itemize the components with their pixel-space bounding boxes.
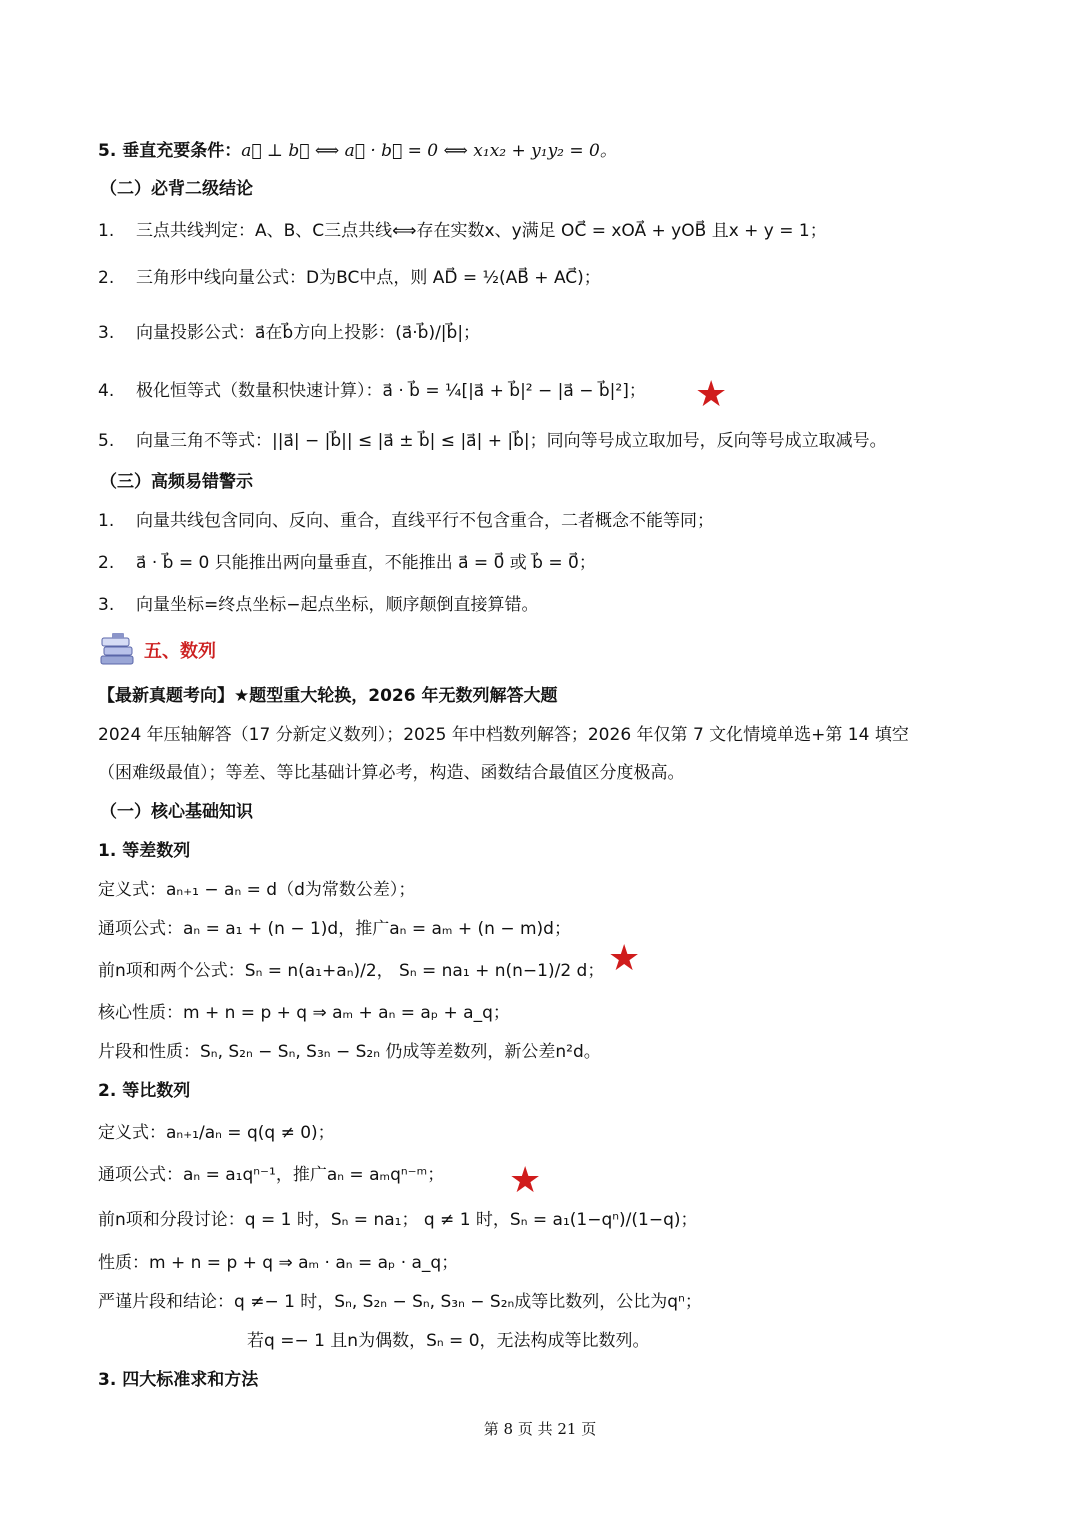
summation-methods-heading: 3. 四大标准求和方法 [98,1370,259,1390]
star-icon: ★ [695,374,728,415]
section-title-text: 五、数列 [144,641,216,662]
exam-trend-heading: 【最新真题考向】★题型重大轮换，2026 年无数列解答大题 [98,686,558,706]
star-icon: ★ [509,1160,542,1201]
geometric-sum: 前n项和分段讨论：q = 1 时，Sₙ = na₁； q ≠ 1 时，Sₙ = a₁(1−qⁿ)/(1−q)； [98,1210,698,1230]
subsection-heading-2: （二）必背二级结论 [100,179,253,199]
geometric-property: 性质：m + n = p + q ⇒ aₘ · aₙ = aₚ · a_q； [98,1253,459,1273]
arithmetic-general-term: 通项公式：aₙ = a₁ + (n − 1)d，推广aₙ = aₘ + (n − m)d； [98,919,571,939]
warning-item-2: 2. a⃗ · b⃗ = 0 只能推出两向量垂直，不能推出 a⃗ = 0⃗ 或 b⃗ = 0⃗； [98,553,596,573]
geometric-segment-note: 若q =− 1 且n为偶数，Sₙ = 0，无法构成等比数列。 [247,1331,650,1351]
conclusion-item-5: 5. 向量三角不等式：||a⃗| − |b⃗|| ≤ |a⃗ ± b⃗| ≤ |a⃗| + |b⃗|；同向等号成立取加号，反向等号成立取减号。 [98,431,887,451]
warning-item-1: 1. 向量共线包含同向、反向、重合，直线平行不包含重合，二者概念不能等同； [98,511,714,531]
geometric-heading: 2. 等比数列 [98,1081,191,1101]
arithmetic-definition: 定义式：aₙ₊₁ − aₙ = d（d为常数公差）； [98,880,416,900]
perp-heading: 5. 垂直充要条件： [98,141,242,161]
warning-item-3: 3. 向量坐标=终点坐标−起点坐标，顺序颠倒直接算错。 [98,595,539,615]
star-icon: ★ [608,938,641,979]
geometric-segment-sum: 严谨片段和结论：q ≠− 1 时，Sₙ, S₂ₙ − Sₙ, S₃ₙ − S₂ₙ成等比数列，公比为qⁿ； [98,1292,702,1312]
subsection-heading-3: （三）高频易错警示 [100,472,253,492]
perpendicular-condition [98,138,617,164]
page-footer: 第 8 页 共 21 页 [483,1420,597,1438]
perp-formula: a⃗ ⊥ b⃗ ⟺ a⃗ · b⃗ = 0 ⟺ x₁x₂ + y₁y₂ = 0。 [241,141,617,161]
geometric-definition: 定义式：aₙ₊₁/aₙ = q(q ≠ 0)； [98,1123,335,1143]
conclusion-item-1: 1. 三点共线判定：A、B、C三点共线⟺存在实数x、y满足 OC⃗ = xOA⃗ + yOB⃗ 且x + y = 1； [98,221,827,241]
arithmetic-segment-sum: 片段和性质：Sₙ, S₂ₙ − Sₙ, S₃ₙ − S₂ₙ 仍成等差数列，新公差n²d。 [98,1042,601,1062]
subsection-heading-1: （一）核心基础知识 [100,802,253,822]
arithmetic-heading: 1. 等差数列 [98,841,191,861]
arithmetic-sum: 前n项和两个公式：Sₙ = n(a₁+aₙ)/2， Sₙ = na₁ + n(n−1)/2 d； [98,961,605,981]
conclusion-item-4: 4. 极化恒等式（数量积快速计算）：a⃗ · b⃗ = ¼[|a⃗ + b⃗|² − |a⃗ − b⃗|²]； [98,381,646,401]
geometric-general-term: 通项公式：aₙ = a₁qⁿ⁻¹，推广aₙ = aₘqⁿ⁻ᵐ； [98,1165,445,1185]
conclusion-item-2: 2. 三角形中线向量公式：D为BC中点，则 AD⃗ = ½(AB⃗ + AC⃗)； [98,268,601,288]
book-stack-icon [98,630,138,670]
arithmetic-property: 核心性质：m + n = p + q ⇒ aₘ + aₙ = aₚ + a_q； [98,1003,510,1023]
exam-trend-line-2: （困难级最值）；等差、等比基础计算必考，构造、函数结合最值区分度极高。 [98,763,685,783]
exam-trend-line-1: 2024 年压轴解答（17 分新定义数列）；2025 年中档数列解答；2026 年仅第 7 文化情境单选+第 14 填空 [98,725,909,745]
conclusion-item-3: 3. 向量投影公式：a⃗在b⃗方向上投影：(a⃗·b⃗)/|b⃗|； [98,323,481,343]
section-title [98,630,216,670]
